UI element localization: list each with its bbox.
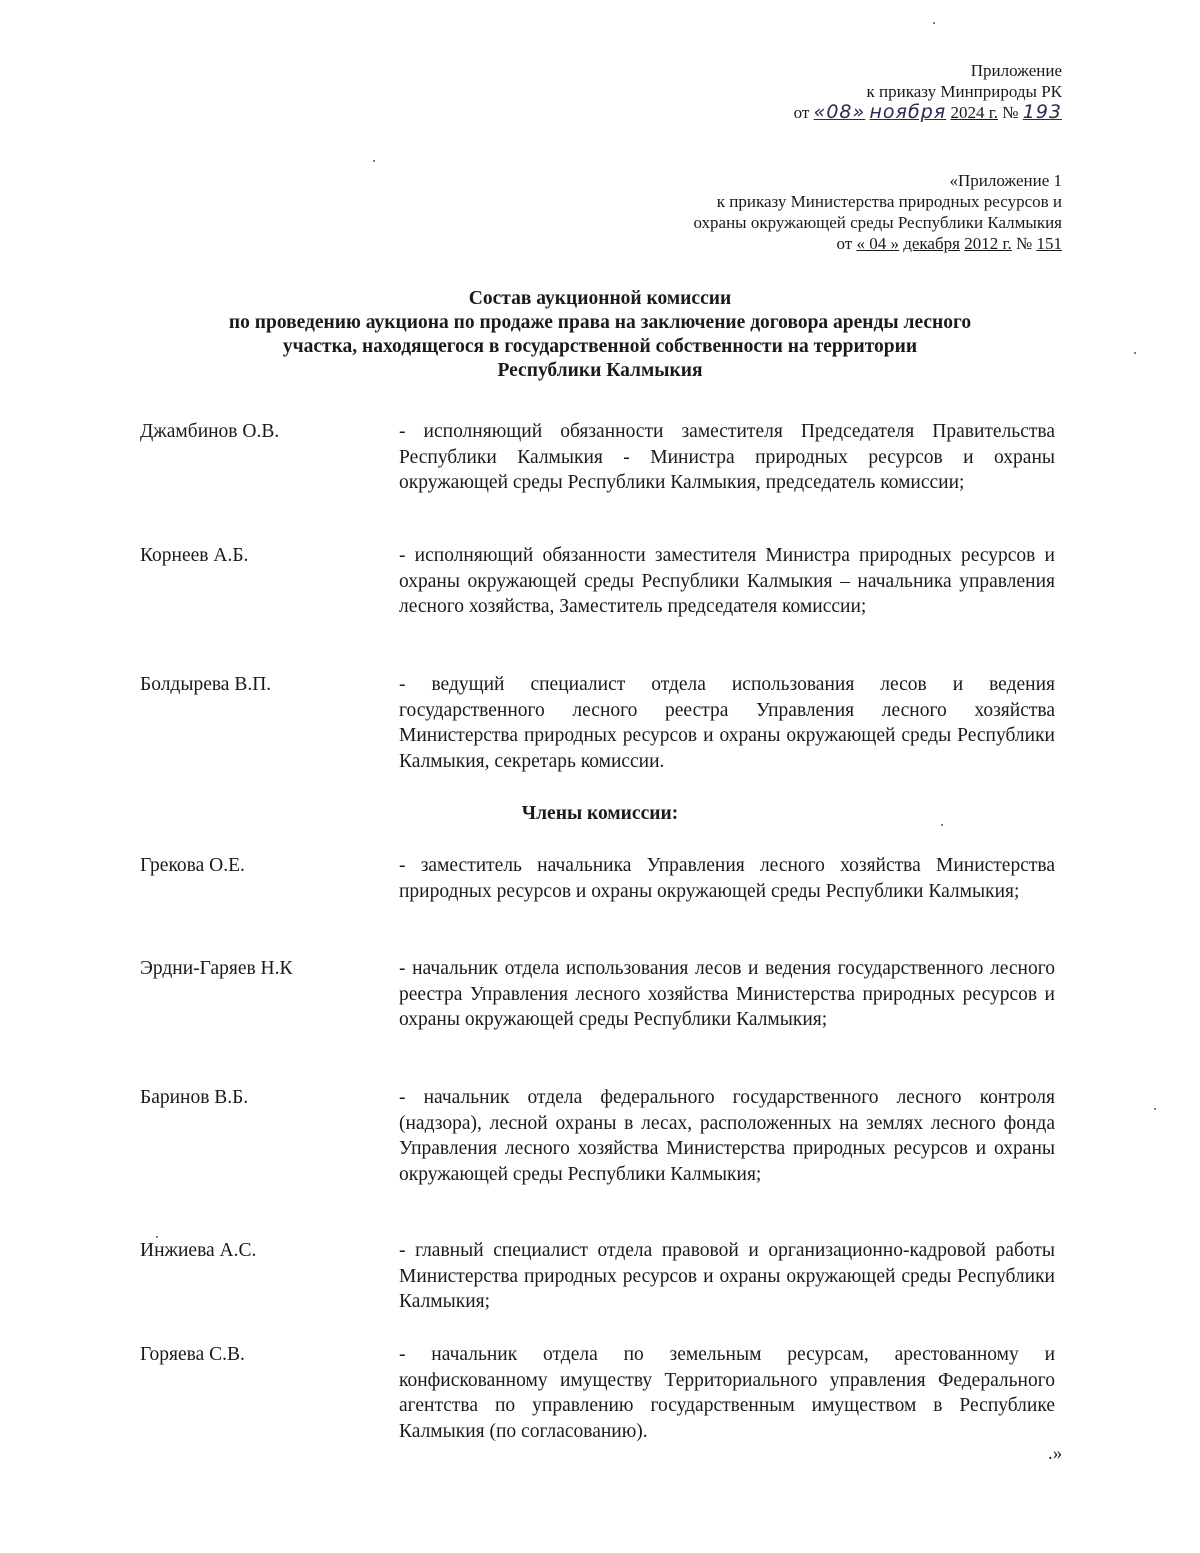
member-role: - исполняющий обязанности заместителя Председателя Правительства Республики Калмыкия - Министра природных ресурсов и охраны окружающей среды Республики Калмыкия, председатель комиссии; [399, 421, 1055, 493]
member-name: Инжиева А.С. [140, 1240, 257, 1261]
title-line-3: участка, находящегося в государственной собственности на территории [282, 336, 918, 357]
member-name: Джамбинов О.В. [140, 421, 280, 442]
date-month-handwritten: ноября [869, 101, 947, 123]
member-name: Горяева С.В. [140, 1344, 245, 1365]
member-role: - начальник отдела использования лесов и ведения государственного лесного реестра Управления лесного хозяйства Министерства природных ресурсов и охраны окружающей среды Республики Калмыкия; [399, 958, 1055, 1030]
prior-appendix-order-ref-2: охраны окружающей среды Республики Калмыкия [693, 213, 1062, 232]
prior-appendix-date-line [462, 233, 1062, 254]
prior-date-day: « 04 » [856, 234, 899, 253]
member-role: - исполняющий обязанности заместителя Министра природных ресурсов и охраны окружающей среды Республики Калмыкия – начальника управления лесного хозяйства, Заместитель председателя комиссии; [399, 545, 1055, 617]
date-prefix: от [793, 103, 810, 122]
prior-appendix-order-ref-1: к приказу Министерства природных ресурсов и [716, 192, 1062, 211]
prior-number-prefix: № [1016, 234, 1033, 253]
title-line-4: Республики Калмыкия [497, 360, 703, 381]
prior-appendix-label: «Приложение 1 [949, 171, 1062, 190]
member-role: - заместитель начальника Управления лесного хозяйства Министерства природных ресурсов и охраны окружающей среды Республики Калмыкия; [399, 855, 1055, 902]
member-name: Баринов В.Б. [140, 1087, 249, 1108]
members-heading: Члены комиссии: [521, 803, 679, 824]
date-day-handwritten: «08» [813, 101, 866, 123]
prior-date-year: 2012 г. [964, 234, 1012, 253]
scan-speck [373, 160, 375, 162]
prior-date-prefix: от [836, 234, 853, 253]
scan-speck [156, 1236, 158, 1238]
appendix-label: Приложение [970, 61, 1062, 80]
scan-speck [1134, 352, 1136, 354]
member-name: Грекова О.Е. [140, 855, 245, 876]
appendix-date-line [462, 102, 1062, 123]
prior-date-month: декабря [903, 234, 960, 253]
document-title [140, 287, 1060, 383]
order-number-handwritten: 193 [1022, 101, 1062, 123]
member-role: - начальник отдела по земельным ресурсам, арестованному и конфискованному имуществу Территориального управления Федерального агентства по управлению государственным имуществом в Республике Калмыкия (по согласованию). [399, 1344, 1055, 1442]
member-role: - главный специалист отдела правовой и организационно-кадровой работы Министерства природных ресурсов и охраны окружающей среды Республики Калмыкия; [399, 1240, 1055, 1312]
title-line-2: по проведению аукциона по продаже права на заключение договора аренды лесного [228, 312, 972, 333]
member-name: Эрдни-Гаряев Н.К [140, 958, 293, 979]
scan-speck [933, 22, 935, 24]
title-line-1: Состав аукционной комиссии [468, 288, 732, 309]
scan-speck [1154, 1108, 1156, 1110]
member-name: Болдырева В.П. [140, 674, 272, 695]
appendix-header [462, 60, 1062, 123]
member-name: Корнеев А.Б. [140, 545, 249, 566]
appendix-order-ref: к приказу Минприроды РК [866, 82, 1062, 101]
date-year: 2024 г. [950, 103, 998, 122]
closing-quote-mark: .» [1048, 1443, 1063, 1464]
prior-appendix-header [462, 170, 1062, 254]
member-role: - ведущий специалист отдела использования лесов и ведения государственного лесного реестра Управления лесного хозяйства Министерства природных ресурсов и охраны окружающей среды Республики Калмыкия, секретарь комиссии. [399, 674, 1055, 772]
scan-speck [941, 824, 943, 826]
number-prefix: № [1002, 103, 1019, 122]
prior-order-number: 151 [1036, 234, 1062, 253]
member-role: - начальник отдела федерального государственного лесного контроля (надзора), лесной охраны в лесах, расположенных на землях лесного фонда Управления лесного хозяйства Министерства природных ресурсов и охраны окружающей среды Республики Калмыкия; [399, 1087, 1055, 1185]
